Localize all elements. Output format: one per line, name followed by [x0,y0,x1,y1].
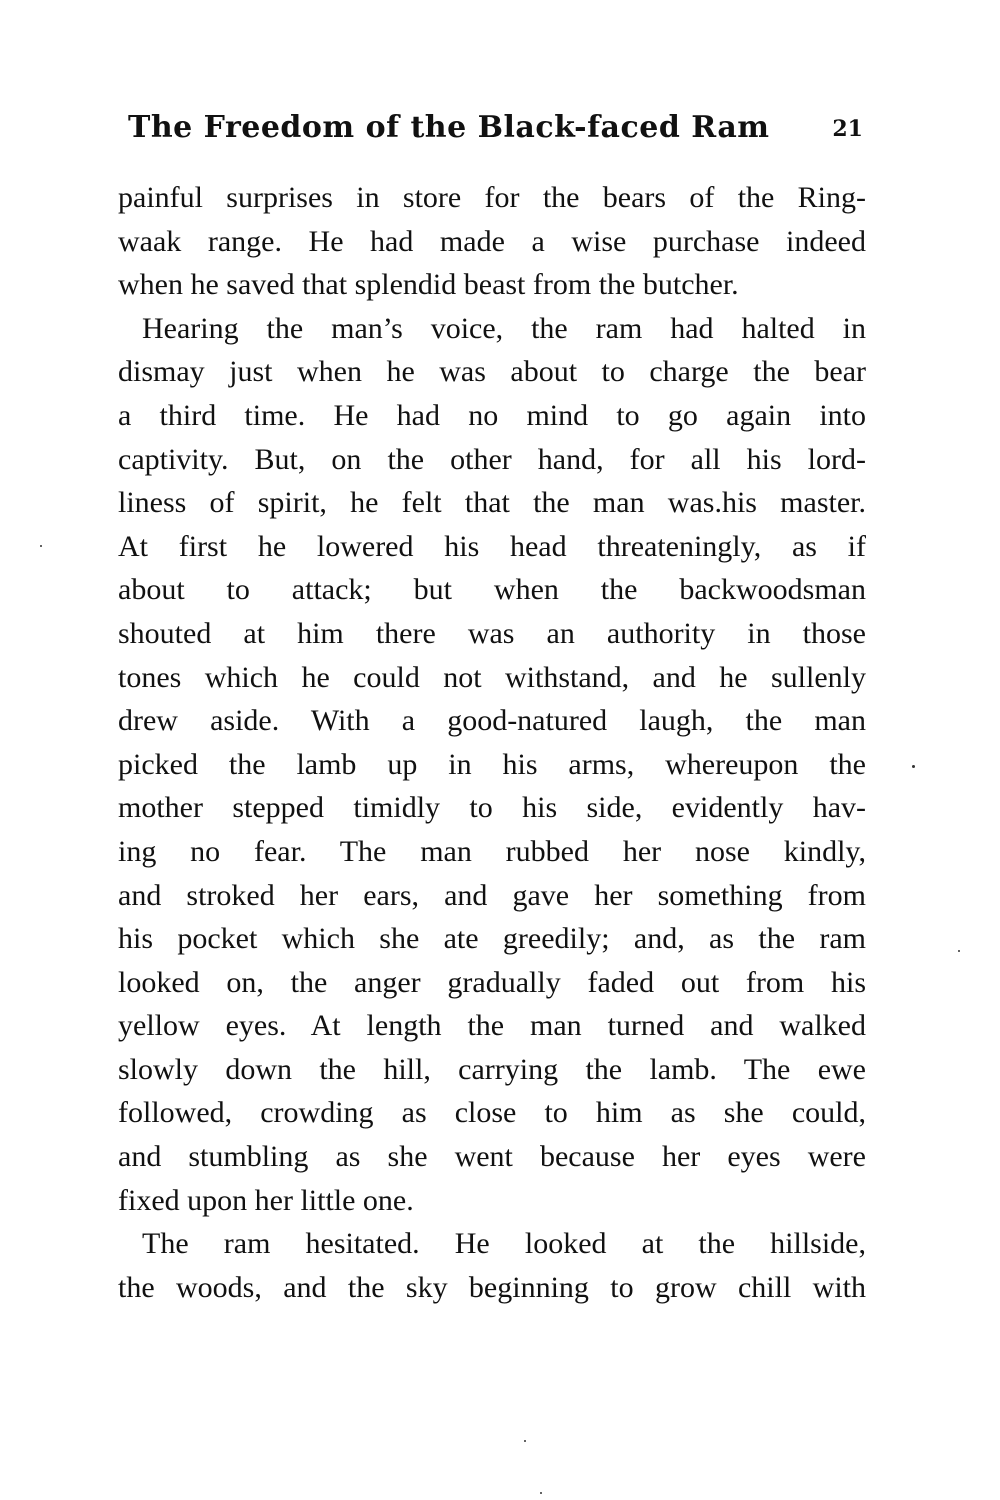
text-line: liness of spirit, he felt that the man was.his master. [118,486,866,520]
scan-speck [912,765,915,768]
text-line: dismay just when he was about to charge the bear [118,355,866,389]
body-text [118,176,866,1309]
text-line: and stumbling as she went because her eyes were [118,1140,866,1174]
text-line: picked the lamb up in his arms, whereupon the [118,747,866,781]
text-line: yellow eyes. At length the man turned and walked [118,1009,866,1043]
text-line: looked on, the anger gradually faded out from his [118,965,866,999]
text-line: drew aside. With a good-natured laugh, the man [118,704,866,738]
text-line: his pocket which she ate greedily; and, as the ram [118,922,866,956]
text-line: ing no fear. The man rubbed her nose kindly, [118,834,866,868]
text-line: fixed upon her little one. [118,1183,414,1217]
scan-speck [524,1440,526,1442]
text-line: about to attack; but when the backwoodsman [118,573,866,607]
text-line: The ram hesitated. He looked at the hillside, [142,1227,866,1261]
text-line: painful surprises in store for the bears of the Ring- [118,181,866,214]
text-line: mother stepped timidly to his side, evidently hav- [118,791,866,825]
text-line: Hearing the man’s voice, the ram had halted in [142,311,866,345]
text-line: when he saved that splendid beast from the butcher. [118,268,739,302]
text-line: and stroked her ears, and gave her something from [118,878,866,912]
running-head [128,110,863,154]
text-line: the woods, and the sky beginning to grow chill with [118,1270,866,1304]
text-line: waak range. He had made a wise purchase indeed [118,224,866,258]
running-title: The Freedom of the Black-faced Ram [128,110,770,145]
text-line: shouted at him there was an authority in those [118,616,866,650]
text-line: At first he lowered his head threateningly, as if [118,529,866,563]
text-line: followed, crowding as close to him as she could, [118,1096,866,1130]
text-line: slowly down the hill, carrying the lamb. The ewe [118,1052,866,1086]
scan-speck [540,1492,542,1494]
scan-speck [958,950,960,952]
text-line: captivity. But, on the other hand, for all his lord- [118,442,866,476]
scan-speck [40,545,42,547]
text-line: a third time. He had no mind to go again into [118,398,866,432]
text-line: tones which he could not withstand, and he sullenly [118,660,866,694]
page-number: 21 [832,116,863,142]
